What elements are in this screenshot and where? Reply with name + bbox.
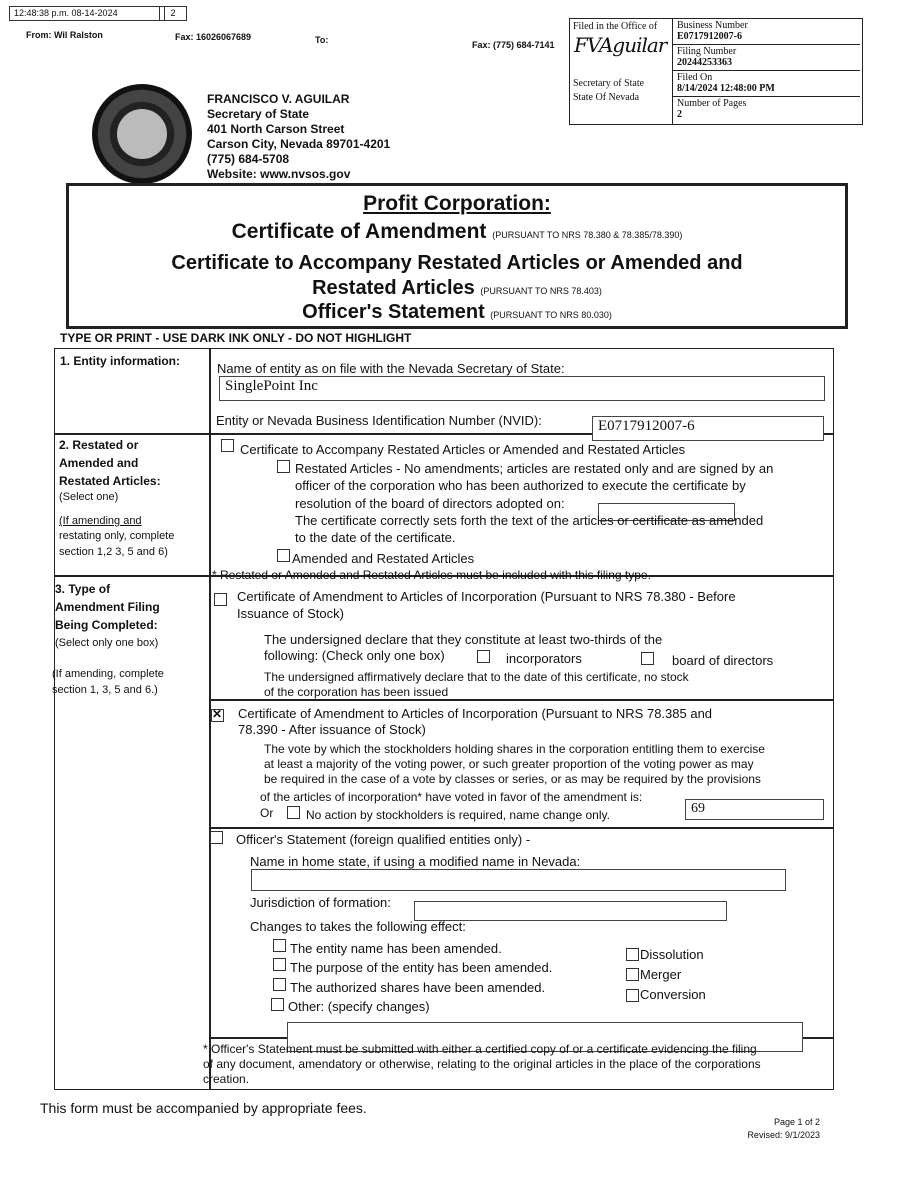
fax-page-count: 2 bbox=[159, 6, 187, 21]
office-address bbox=[207, 92, 390, 182]
before-stock-label-b: Issuance of Stock) bbox=[237, 606, 344, 621]
fees-note: This form must be accompanied by appropriate fees. bbox=[40, 1100, 367, 1116]
before-declare-b: following: (Check only one box) bbox=[264, 648, 445, 663]
after-stock-checkbox[interactable] bbox=[211, 709, 224, 722]
title-heading: Profit Corporation: bbox=[363, 192, 551, 215]
purpose-change-checkbox[interactable] bbox=[273, 958, 286, 971]
incorporators-checkbox[interactable] bbox=[477, 650, 490, 663]
shares-change-label: The authorized shares have been amended. bbox=[290, 980, 546, 995]
entity-name-prompt: Name of entity as on file with the Nevada Secretary of State: bbox=[217, 361, 565, 376]
nvid-prompt: Entity or Nevada Business Identification Number (NVID): bbox=[216, 413, 542, 428]
or-label: Or bbox=[260, 806, 274, 820]
office-website: Website: www.nvsos.gov bbox=[207, 167, 351, 181]
section3-label-c: Being Completed: bbox=[55, 618, 158, 632]
restated-label-b: officer of the corporation who has been authorized to execute the certificate by bbox=[295, 478, 746, 493]
instruction: TYPE OR PRINT - USE DARK INK ONLY - DO NOT HIGHLIGHT bbox=[60, 331, 412, 345]
officer-note-c: creation. bbox=[203, 1072, 250, 1086]
section3-note-b: section 1, 3, 5 and 6.) bbox=[52, 684, 158, 696]
title-line4: Officer's Statement (PURSUANT TO NRS 80.030) bbox=[302, 301, 612, 323]
fax-from: From: Wil Ralston bbox=[26, 30, 103, 40]
other-change-checkbox[interactable] bbox=[271, 998, 284, 1011]
filed-in-office: Filed in the Office of bbox=[573, 21, 658, 32]
secretary-label: Secretary of State bbox=[573, 78, 645, 89]
vote-text-a: The vote by which the stockholders holding shares in the corporation entitling them to exercise bbox=[264, 742, 765, 756]
state-label: State Of Nevada bbox=[573, 92, 640, 103]
officer-note-a: * Officer's Statement must be submitted with either a certified copy of or a certificate evidencing the filing bbox=[203, 1042, 757, 1056]
section2-label-c: Restated Articles: bbox=[59, 474, 161, 488]
business-number-label: Business Number bbox=[677, 20, 748, 31]
seal-center bbox=[117, 109, 167, 159]
jurisdiction-field[interactable] bbox=[414, 901, 727, 921]
entity-name-field[interactable]: SinglePoint Inc bbox=[219, 376, 825, 401]
after-stock-label-b: 78.390 - After issuance of Stock) bbox=[238, 722, 426, 737]
name-change-label: The entity name has been amended. bbox=[290, 941, 502, 956]
fax-from-number: Fax: 16026067689 bbox=[175, 32, 252, 42]
purpose-change-label: The purpose of the entity has been amended. bbox=[290, 960, 553, 975]
name-change-checkbox[interactable] bbox=[273, 939, 286, 952]
office-title: Secretary of State bbox=[207, 107, 310, 121]
section1-label: 1. Entity information: bbox=[60, 354, 180, 368]
shares-change-checkbox[interactable] bbox=[273, 978, 286, 991]
before-affirm-a: The undersigned affirmatively declare that to the date of this certificate, no stock bbox=[264, 670, 689, 684]
board-label: board of directors bbox=[672, 653, 774, 668]
before-stock-checkbox[interactable] bbox=[214, 593, 227, 606]
section2-note-b: restating only, complete bbox=[59, 530, 175, 542]
section2-footnote: * Restated or Amended and Restated Articles must be included with this filing type. bbox=[212, 568, 651, 582]
title-block bbox=[66, 183, 848, 329]
nvid-field[interactable]: E0717912007-6 bbox=[592, 416, 824, 441]
officer-statement-checkbox[interactable] bbox=[210, 831, 223, 844]
row-divider-3 bbox=[209, 699, 833, 701]
dissolution-checkbox[interactable] bbox=[626, 948, 639, 961]
filing-number-label: Filing Number bbox=[677, 46, 737, 57]
jurisdiction-label: Jurisdiction of formation: bbox=[250, 895, 391, 910]
office-name: FRANCISCO V. AGUILAR bbox=[207, 92, 350, 106]
office-street: 401 North Carson Street bbox=[207, 122, 345, 136]
section3-label-a: 3. Type of bbox=[55, 582, 111, 596]
section2-note-c: section 1,2 3, 5 and 6) bbox=[59, 546, 168, 558]
conversion-label: Conversion bbox=[640, 987, 706, 1002]
vote-text-d: of the articles of incorporation* have voted in favor of the amendment is: bbox=[260, 790, 643, 804]
merger-label: Merger bbox=[640, 967, 682, 982]
title-line2: Certificate to Accompany Restated Articles or Amended and bbox=[171, 252, 743, 274]
after-stock-label-a: Certificate of Amendment to Articles of Incorporation (Pursuant to NRS 78.385 and bbox=[238, 706, 713, 721]
filing-number: 20244253363 bbox=[677, 57, 732, 68]
officer-note-b: of any document, amendatory or otherwise, relating to the original articles in the place of the corporations bbox=[203, 1057, 761, 1071]
section2-note-a: (If amending and bbox=[59, 515, 142, 527]
pages-label: Number of Pages bbox=[677, 98, 747, 109]
before-declare-a: The undersigned declare that they constitute at least two-thirds of the bbox=[264, 632, 663, 647]
restated-label-a: Restated Articles - No amendments; articles are restated only and are signed by an bbox=[295, 461, 774, 476]
filed-on-label: Filed On bbox=[677, 72, 713, 83]
home-name-prompt: Name in home state, if using a modified name in Nevada: bbox=[250, 854, 581, 869]
vote-text-b: at least a majority of the voting power, or such greater proportion of the voting power as may bbox=[264, 757, 754, 771]
amended-restated-label: Amended and Restated Articles bbox=[292, 551, 475, 566]
filing-stamp bbox=[569, 18, 863, 125]
board-checkbox[interactable] bbox=[641, 652, 654, 665]
changes-label: Changes to takes the following effect: bbox=[250, 919, 466, 934]
section2-select: (Select one) bbox=[59, 491, 119, 503]
office-city: Carson City, Nevada 89701-4201 bbox=[207, 137, 391, 151]
restated-label-e: to the date of the certificate. bbox=[295, 530, 456, 545]
title-line3: Restated Articles (PURSUANT TO NRS 78.403) bbox=[312, 277, 602, 299]
business-number: E0717912007-6 bbox=[677, 31, 742, 42]
restated-checkbox[interactable] bbox=[277, 460, 290, 473]
secretary-signature: FVAguilar bbox=[574, 33, 667, 57]
page-number: Page 1 of 2 bbox=[773, 1117, 820, 1127]
office-phone: (775) 684-5708 bbox=[207, 152, 290, 166]
accompany-checkbox[interactable] bbox=[221, 439, 234, 452]
restated-label-d: The certificate correctly sets forth the text of the articles or certificate as amended bbox=[295, 513, 764, 528]
officer-statement-label: Officer's Statement (foreign qualified entities only) - bbox=[236, 832, 531, 847]
section3-label-b: Amendment Filing bbox=[55, 600, 160, 614]
merger-checkbox[interactable] bbox=[626, 968, 639, 981]
no-action-checkbox[interactable] bbox=[287, 806, 300, 819]
no-action-label: No action by stockholders is required, name change only. bbox=[306, 808, 610, 822]
before-stock-label-a: Certificate of Amendment to Articles of Incorporation (Pursuant to NRS 78.380 - Before bbox=[237, 589, 736, 604]
restated-label-c: resolution of the board of directors adopted on: bbox=[295, 496, 565, 511]
fax-to: To: bbox=[315, 35, 329, 45]
section2-label-b: Amended and bbox=[59, 456, 139, 470]
before-affirm-b: of the corporation has been issued bbox=[264, 685, 449, 699]
vote-text-c: be required in the case of a vote by classes or series, or as may be required by the provisions bbox=[264, 772, 761, 786]
revised-date: Revised: 9/1/2023 bbox=[747, 1130, 820, 1140]
home-name-field[interactable] bbox=[251, 869, 786, 891]
vote-percent-field[interactable]: 69 bbox=[685, 799, 824, 820]
conversion-checkbox[interactable] bbox=[626, 989, 639, 1002]
other-change-label: Other: (specify changes) bbox=[288, 999, 430, 1014]
incorporators-label: incorporators bbox=[506, 651, 582, 666]
accompany-label: Certificate to Accompany Restated Articles or Amended and Restated Articles bbox=[240, 442, 686, 457]
fax-to-number: Fax: (775) 684-7141 bbox=[472, 40, 555, 50]
section2-label-a: 2. Restated or bbox=[59, 438, 139, 452]
title-line1: Certificate of Amendment (PURSUANT TO NRS 78.380 & 78.385/78.390) bbox=[231, 220, 683, 243]
amended-restated-checkbox[interactable] bbox=[277, 549, 290, 562]
section3-note-a: (If amending, complete bbox=[52, 668, 164, 680]
section3-select: (Select only one box) bbox=[55, 637, 159, 649]
row-divider-4 bbox=[209, 827, 833, 829]
fax-timestamp: 12:48:38 p.m. 08-14-2024 bbox=[9, 6, 165, 21]
filed-on: 8/14/2024 12:48:00 PM bbox=[677, 83, 775, 94]
pages: 2 bbox=[677, 109, 682, 120]
dissolution-label: Dissolution bbox=[640, 947, 704, 962]
